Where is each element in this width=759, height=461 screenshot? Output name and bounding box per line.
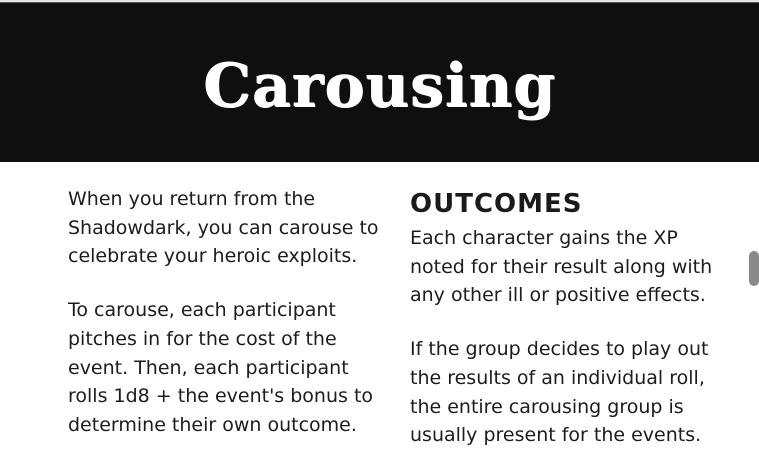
group-roll-paragraph: If the group decides to play out the results of an individual roll, the entire carousing group is usually present for the events. — [410, 338, 709, 447]
page-title: Carousing — [202, 50, 557, 121]
outcomes-heading: OUTCOMES — [410, 189, 583, 219]
intro-paragraph: When you return from the Shadowdark, you can carouse to celebrate your heroic exploits. — [68, 188, 379, 268]
title-banner — [0, 3, 759, 162]
right-column — [410, 185, 730, 461]
scrollbar-thumb[interactable] — [749, 251, 759, 286]
left-column — [68, 185, 388, 461]
outcomes-paragraph: Each character gains the XP noted for their result along with any other ill or positive effects. — [410, 227, 713, 307]
carouse-rules-paragraph: To carouse, each participant pitches in for the cost of the event. Then, each participant rolls 1d8 + the event's bonus to determine their own outcome. — [68, 299, 374, 436]
